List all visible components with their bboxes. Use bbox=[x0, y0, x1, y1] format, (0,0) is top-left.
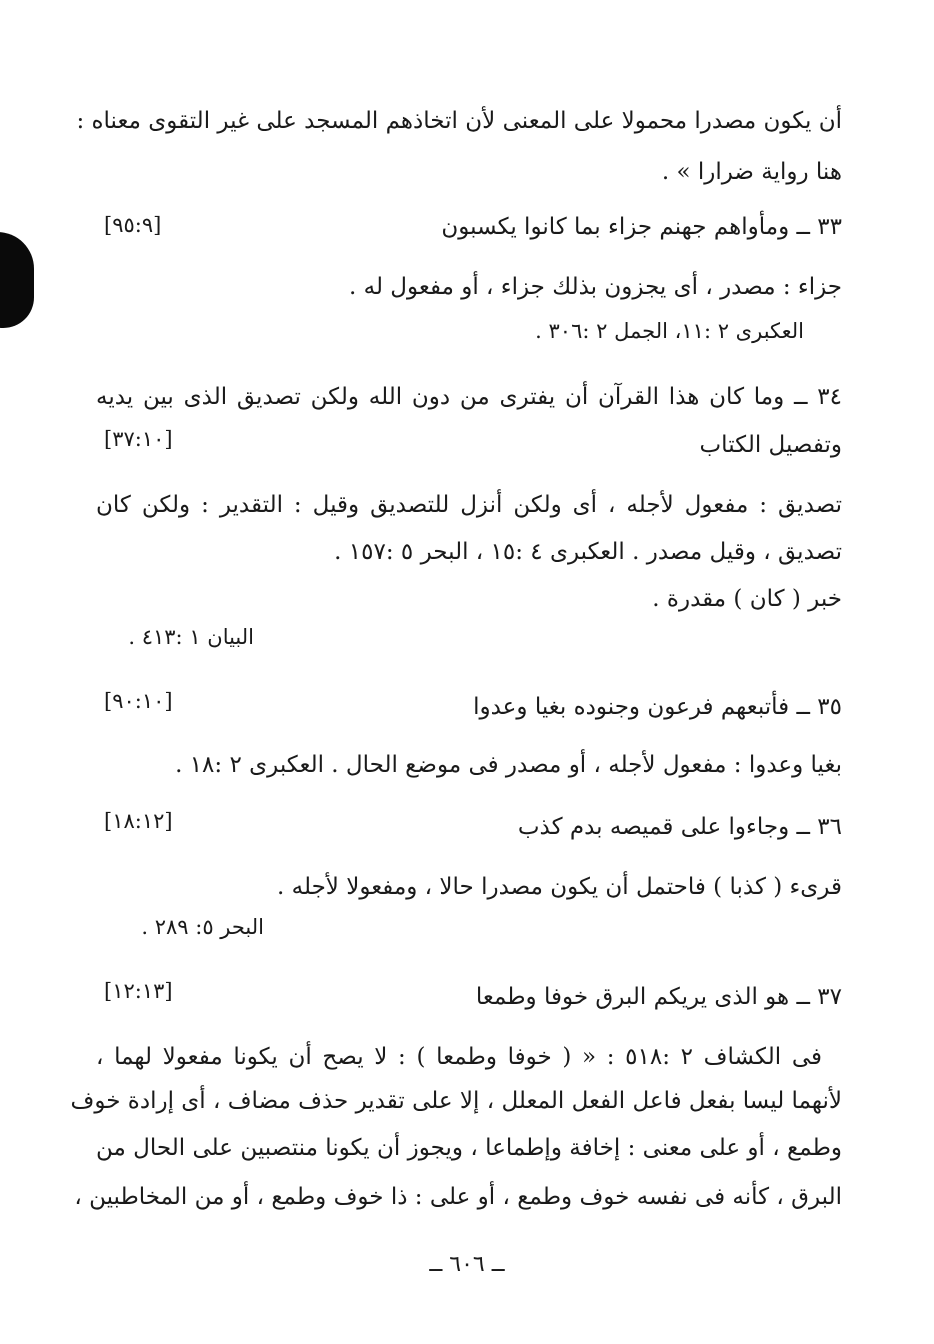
text-line: البرق ، كأنه فى نفسه خوف وطمع ، أو على : ذا خوف وطمع ، أو من المخاطبين ، bbox=[74, 1184, 842, 1210]
verse-ref-35: [٩٠:١٠] bbox=[104, 689, 173, 713]
verse-ref-37: [١٢:١٣] bbox=[104, 979, 173, 1003]
verse-ref-33: [٩٥:٩] bbox=[104, 213, 162, 237]
text-line: لأنهما ليسا بفعل فاعل الفعل المعلل ، إلا على تقدير حذف مضاف ، أى إرادة خوف bbox=[70, 1088, 842, 1114]
text-line: وطمع ، أو على معنى : إخافة وإطماعا ، ويجوز أن يكونا منتصبين على الحال من bbox=[96, 1135, 842, 1161]
text-line: فى الكشاف ٢ :٥١٨ : « ( خوفا وطمعا ) : لا يصح أن يكونا مفعولا لهما ، bbox=[96, 1044, 822, 1070]
verse-ref-34: [٣٧:١٠] bbox=[104, 427, 173, 451]
text-line: قرىء ( كذبا ) فاحتمل أن يكون مصدرا حالا ، ومفعولا لأجله . bbox=[277, 874, 842, 900]
scan-ink-blot bbox=[0, 232, 34, 328]
source-reference: العكبرى ٢ :١١، الجمل ٢ :٣٠٦ . bbox=[535, 319, 804, 343]
verse-34: ٣٤ ــ وما كان هذا القرآن أن يفترى من دون الله ولكن تصديق الذى بين يديه bbox=[96, 384, 842, 410]
text-line: أن يكون مصدرا محمولا على المعنى لأن اتخاذهم المسجد على غير التقوى معناه : bbox=[76, 108, 842, 134]
verse-37: ٣٧ ــ هو الذى يريكم البرق خوفا وطمعا bbox=[475, 984, 842, 1010]
text-line: جزاء : مصدر ، أى يجزون بذلك جزاء ، أو مفعول له . bbox=[349, 274, 842, 300]
page-number: ــ ٦٠٦ ــ bbox=[429, 1252, 505, 1277]
text-line: بغيا وعدوا : مفعول لأجله ، أو مصدر فى موضع الحال . العكبرى ٢ :١٨ . bbox=[175, 752, 842, 778]
text-line: تصديق : مفعول لأجله ، أى ولكن أنزل للتصديق وقيل : التقدير : ولكن كان bbox=[96, 492, 842, 518]
verse-34-continued: وتفصيل الكتاب bbox=[699, 432, 842, 458]
source-reference: البحر ٥: ٢٨٩ . bbox=[141, 915, 264, 939]
source-reference: البيان ١ :٤١٣ . bbox=[128, 625, 254, 649]
text-line: خبر ( كان ) مقدرة . bbox=[652, 586, 842, 612]
verse-ref-36: [١٨:١٢] bbox=[104, 809, 173, 833]
text-line: هنا رواية ضرارا » . bbox=[661, 159, 842, 185]
text-line: تصديق ، وقيل مصدر . العكبرى ٤ :١٥ ، البحر ٥ :١٥٧ . bbox=[334, 539, 842, 565]
verse-33: ٣٣ ــ ومأواهم جهنم جزاء بما كانوا يكسبون bbox=[441, 214, 842, 240]
verse-36: ٣٦ ــ وجاءوا على قميصه بدم كذب bbox=[517, 814, 842, 840]
verse-35: ٣٥ ــ فأتبعهم فرعون وجنوده بغيا وعدوا bbox=[473, 694, 842, 720]
